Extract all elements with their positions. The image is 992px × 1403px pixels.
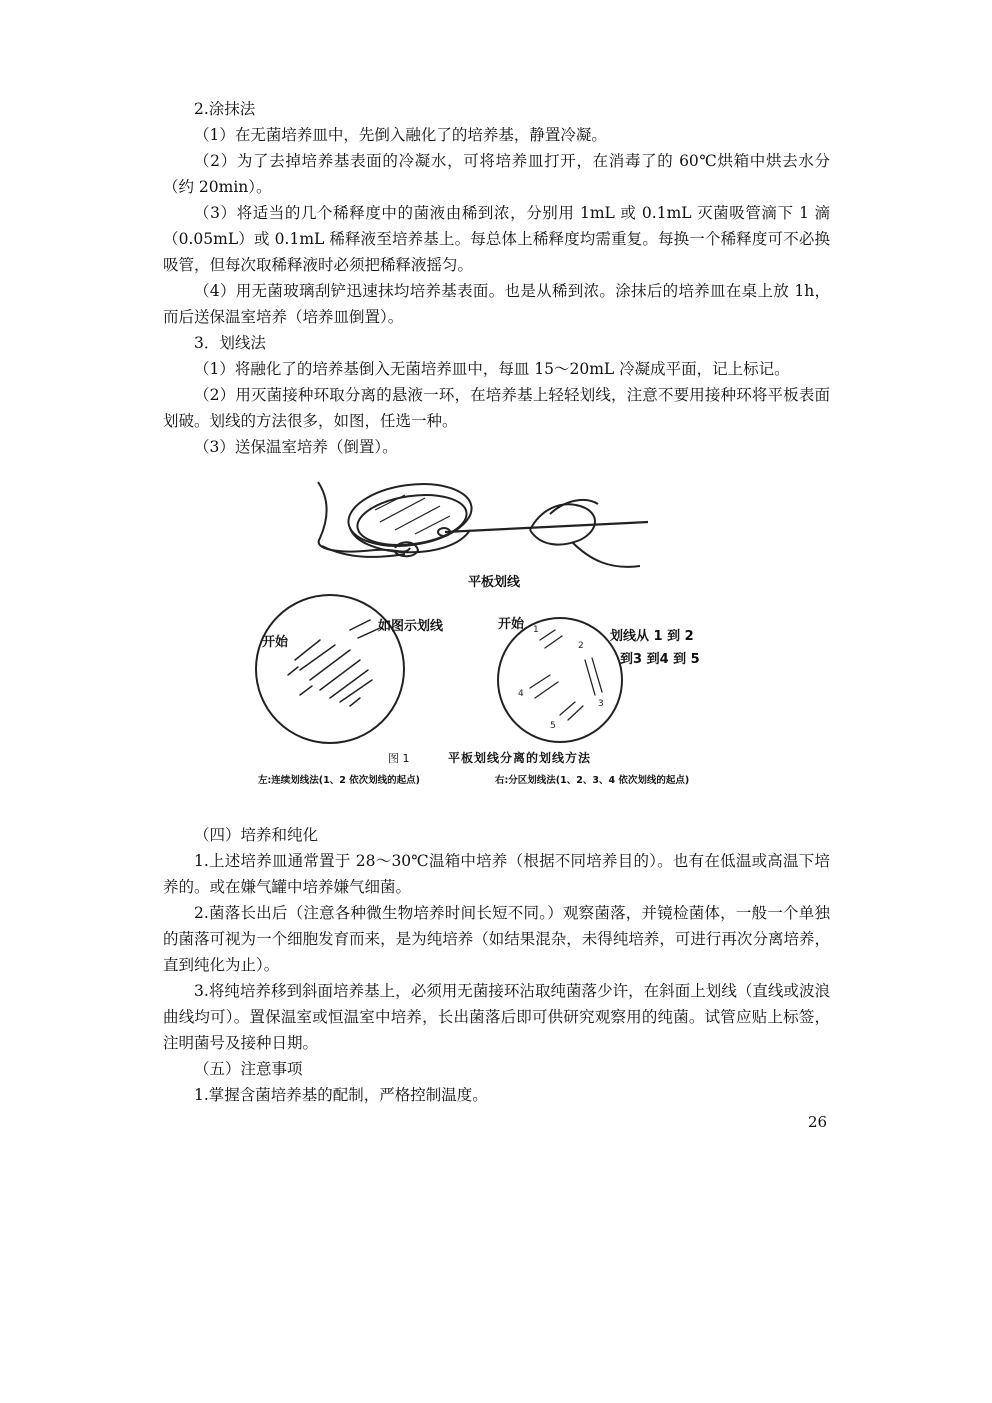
heading-notes: （五）注意事项 xyxy=(194,1060,303,1078)
right-method-label-1: 划线从 1 到 2 xyxy=(610,629,694,644)
right-start-label: 开始 xyxy=(498,617,525,632)
zone-number: 4 xyxy=(518,689,524,699)
paragraph: （4）用无菌玻璃刮铲迅速抹均培养基表面。也是从稀到浓。涂抹后的培养皿在桌上放 1h，而后送保温室培养（培养皿倒置）。 xyxy=(163,282,830,326)
left-note: 左:连续划线法(1、2 依次划线的起点) xyxy=(258,775,421,786)
paragraph: 1.上述培养皿通常置于 28～30℃温箱中培养（根据不同培养目的）。也有在低温或高温下培养的。或在嫌气罐中培养嫌气细菌。 xyxy=(163,852,830,896)
paragraph: （1）在无菌培养皿中，先倒入融化了的培养基，静置冷凝。 xyxy=(194,126,607,144)
paragraph: （2）用灭菌接种环取分离的悬液一环，在培养基上轻轻划线，注意不要用接种环将平板表面划破。划线的方法很多，如图，任选一种。 xyxy=(163,386,830,430)
paragraph: （3）将适当的几个稀释度中的菌液由稀到浓，分别用 1mL 或 0.1mL 灭菌吸管滴下 1 滴（0.05mL）或 0.1mL 稀释液至培养基上。每总体上稀释度均需重复。每换一个稀释度可不必换吸管，但每次取稀释液时必须把稀释液摇匀。 xyxy=(163,204,830,274)
paragraph: （3）送保温室培养（倒置）。 xyxy=(194,438,398,456)
left-start-label: 开始 xyxy=(262,635,289,650)
figure-title: 平板划线分离的划线方法 xyxy=(448,751,592,765)
zone-number: 2 xyxy=(578,641,584,651)
paragraph: 3.将纯培养移到斜面培养基上，必须用无菌接环沾取纯菌落少许，在斜面上划线（直线或波浪曲线均可）。置保温室或恒温室中培养，长出菌落后即可供研究观察用的纯菌。试管应贴上标签，注明菌号及接种日期。 xyxy=(163,982,830,1052)
page-number: 26 xyxy=(808,1113,828,1131)
heading-smear-method: 2.涂抹法 xyxy=(194,100,256,118)
right-method-label-2: 到3 到4 到 5 xyxy=(620,652,700,667)
figure-top-caption: 平板划线 xyxy=(468,575,521,590)
paragraph: （1）将融化了的培养基倒入无菌培养皿中，每皿 15～20mL 冷凝成平面，记上标记。 xyxy=(194,360,790,378)
paragraph: 2.菌落长出后（注意各种微生物培养时间长短不同。）观察菌落，并镜检菌体，一般一个单独的菌落可视为一个细胞发育而来，是为纯培养（如结果混杂，未得纯培养，可进行再次分离培养，直到纯化为止）。 xyxy=(163,904,830,974)
heading-streak-method: 3．划线法 xyxy=(194,334,266,352)
paragraph: 1.掌握含菌培养基的配制，严格控制温度。 xyxy=(194,1086,488,1104)
heading-culture-purification: （四）培养和纯化 xyxy=(194,826,319,844)
figure-number: 图 1 xyxy=(388,752,410,765)
streak-plate-illustration xyxy=(200,470,720,790)
streak-plate-figure xyxy=(200,470,720,790)
right-note: 右:分区划线法(1、2、3、4 依次划线的起点) xyxy=(495,775,690,786)
left-method-label: 如图示划线 xyxy=(378,619,444,634)
zone-number: 1 xyxy=(533,625,539,635)
paragraph: （2）为了去掉培养基表面的冷凝水，可将培养皿打开，在消毒了的 60℃烘箱中烘去水分（约 20min）。 xyxy=(163,152,830,196)
zone-number: 3 xyxy=(598,699,604,709)
zone-number: 5 xyxy=(550,721,556,731)
